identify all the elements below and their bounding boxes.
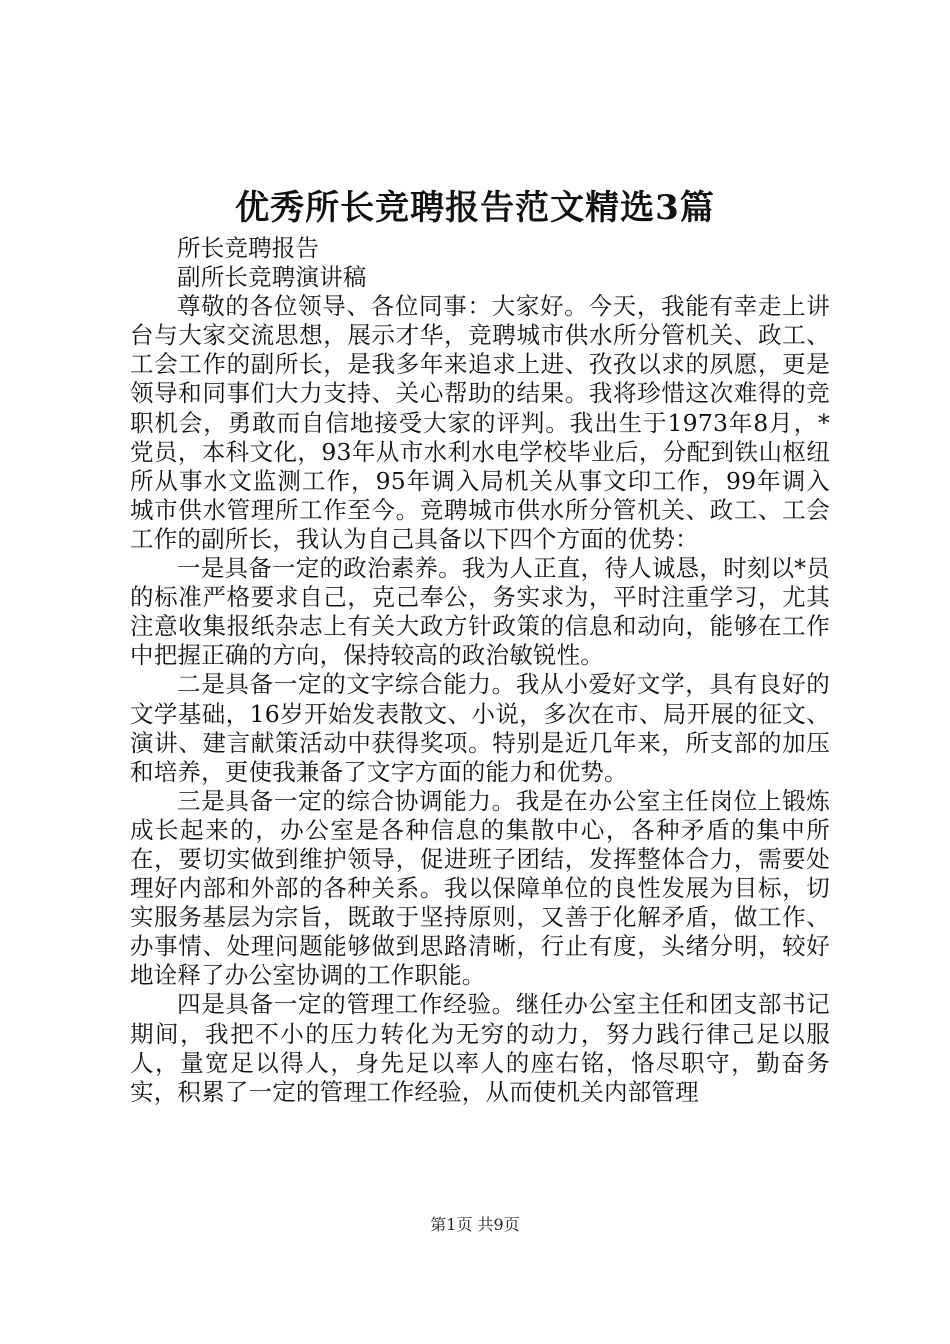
paragraph-point-3: 三是具备一定的综合协调能力。我是在办公室主任岗位上锻炼成长起来的，办公室是各种信息的集散中心，各种矛盾的集中所在，要切实做到维护领导，促进班子团结，发挥整体合力，需要处理好内部和外部的各种关系。我以保障单位的良性发展为目标，切实服务基层为宗旨，既敢于坚持原则，又善于化解矛盾，做工作、办事情、处理问题能够做到思路清晰，行止有度，头绪分明，较好地诠释了办公室协调的工作职能。 xyxy=(130,786,830,990)
paragraph-intro: 尊敬的各位领导、各位同事：大家好。今天，我能有幸走上讲台与大家交流思想，展示才华，竞聘城市供水所分管机关、政工、工会工作的副所长，是我多年来追求上进、孜孜以求的夙愿，更是领导和同事们大力支持、关心帮助的结果。我将珍惜这次难得的竞职机会，勇敢而自信地接受大家的评判。我出生于1973年8月，*党员，本科文化，93年从市水利水电学校毕业后，分配到铁山枢纽所从事水文监测工作，95年调入局机关从事文印工作，99年调入城市供水管理所工作至今。竞聘城市供水所分管机关、政工、工会工作的副所长，我认为自己具备以下四个方面的优势： xyxy=(130,292,830,553)
paragraph-point-4: 四是具备一定的管理工作经验。继任办公室主任和团支部书记期间，我把不小的压力转化为无穷的动力，努力践行律己足以服人，量宽足以得人，身先足以率人的座右铭，恪尽职守，勤奋务实，积累了一定的管理工作经验，从而使机关内部管理 xyxy=(130,990,830,1106)
paragraph-subtitle-1: 所长竞聘报告 xyxy=(177,234,320,262)
paragraph-point-1: 一是具备一定的政治素养。我为人正直，待人诚恳，时刻以*员的标准严格要求自己，克己奉公，务实求为，平时注重学习，尤其注意收集报纸杂志上有关大政方针政策的信息和动向，能够在工作中把握正确的方向，保持较高的政治敏锐性。 xyxy=(130,554,830,670)
paragraph-point-2: 二是具备一定的文字综合能力。我从小爱好文学，具有良好的文学基础，16岁开始发表散文、小说，多次在市、局开展的征文、演讲、建言献策活动中获得奖项。特别是近几年来，所支部的加压和培养，更使我兼备了文字方面的能力和优势。 xyxy=(130,670,830,786)
page-footer: 第1页 共9页 xyxy=(430,1215,520,1234)
document-body xyxy=(130,234,830,1107)
paragraph-subtitle-2: 副所长竞聘演讲稿 xyxy=(177,263,367,292)
document-title: 优秀所长竞聘报告范文精选3篇 xyxy=(235,188,715,228)
